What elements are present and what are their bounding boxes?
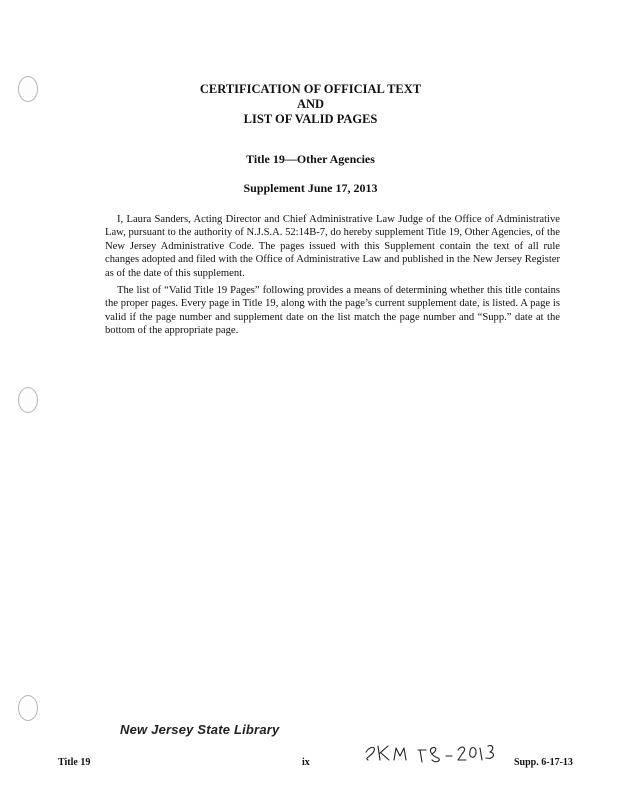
certification-paragraph-1: I, Laura Sanders, Acting Director and Chief Administrative Law Judge of the Office of Administrative Law, pursuant to the authority of N.J.S.A. 52:14B-7, do hereby supplement Title 19, Other Agencies, of the New Jersey Administrative Code. The pages issued with this Supplement contain the text of all rule changes adopted and filed with the Office of Administrative Law and published in the New Jersey Register as of the date of this supplement. — [105, 214, 560, 279]
document-title-line-1: CERTIFICATION OF OFFICIAL TEXT — [199, 82, 422, 96]
footer-title: Title 19 — [58, 757, 91, 768]
supplement-date: Supplement June 17, 2013 — [243, 181, 378, 195]
footer-page-number: ix — [302, 757, 310, 768]
title-subtitle: Title 19—Other Agencies — [246, 152, 375, 166]
document-title-line-2: AND — [296, 97, 325, 111]
handwritten-initials-date — [362, 736, 522, 764]
certification-body — [105, 213, 560, 342]
document-title-line-3: LIST OF VALID PAGES — [243, 112, 378, 126]
library-stamp: New Jersey State Library — [120, 722, 280, 737]
certification-paragraph-2: The list of “Valid Title 19 Pages” following provides a means of determining whether this title contains the proper pages. Every page in Title 19, along with the page’s current supplement date, is listed. A page is valid if the page number and supplement date on the list match the page number and “Supp.” date at the bottom of the appropriate page. — [105, 285, 560, 337]
punch-hole-bottom — [18, 695, 38, 721]
footer-supplement: Supp. 6-17-13 — [514, 757, 573, 768]
punch-hole-middle — [18, 387, 38, 413]
